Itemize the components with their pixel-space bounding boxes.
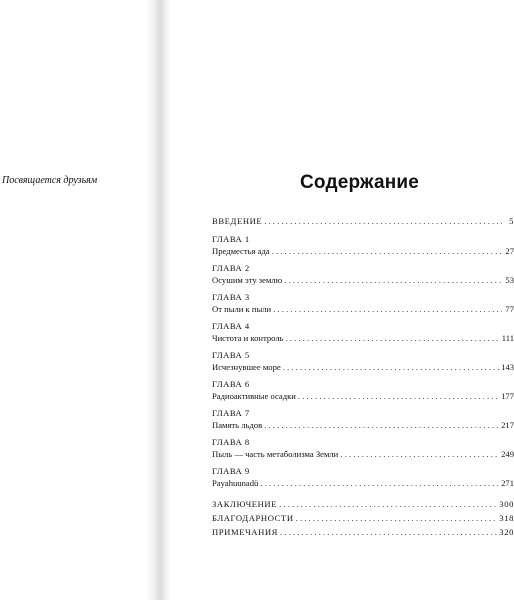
toc-entry [212, 392, 514, 406]
toc-entry-page: 320 [499, 527, 514, 537]
toc-entry-label: ВВЕДЕНИЕ [212, 216, 263, 226]
chapter-page: 111 [501, 333, 514, 343]
leader-dots [279, 500, 497, 509]
chapter-page: 143 [501, 362, 514, 372]
leader-dots [340, 450, 499, 459]
toc-entry-conclusion [212, 500, 514, 514]
toc-entry [212, 334, 514, 348]
chapter-number: ГЛАВА 6 [212, 379, 250, 389]
toc-chapter-4 [212, 322, 514, 348]
toc-entry-page: 300 [499, 499, 514, 509]
chapter-number: ГЛАВА 3 [212, 292, 250, 302]
chapter-title: Payahuunadü [212, 478, 259, 488]
book-gutter [146, 0, 172, 600]
toc-chapter-2 [212, 264, 514, 290]
leader-dots [284, 276, 502, 285]
chapter-number: ГЛАВА 7 [212, 408, 250, 418]
chapter-number: ГЛАВА 5 [212, 350, 250, 360]
chapter-number: ГЛАВА 8 [212, 437, 250, 447]
leader-dots [264, 217, 502, 226]
chapter-page: 249 [501, 449, 514, 459]
toc-entry [212, 363, 514, 377]
toc-chapter-8 [212, 438, 514, 464]
toc-entry-label: ЗАКЛЮЧЕНИЕ [212, 499, 278, 509]
chapter-title: От пыли к пыли [212, 304, 272, 314]
chapter-title: Радиоактивные осадки [212, 391, 296, 401]
chapter-number: ГЛАВА 4 [212, 321, 250, 331]
toc-entry-acknowledgements [212, 514, 514, 528]
toc-entry [212, 247, 514, 261]
leader-dots [298, 392, 499, 401]
toc-chapter-1 [212, 235, 514, 261]
toc-entry-page: 318 [499, 513, 514, 523]
toc-entry-label: ПРИМЕЧАНИЯ [212, 527, 279, 537]
chapter-page: 53 [505, 275, 514, 285]
chapter-title: Осушим эту землю [212, 275, 283, 285]
toc-chapter-3 [212, 293, 514, 319]
leader-dots [260, 479, 499, 488]
chapter-page: 217 [501, 420, 514, 430]
chapter-page: 177 [501, 391, 514, 401]
leader-dots [280, 528, 497, 537]
dedication-text: Посвящается друзьям [2, 175, 98, 186]
chapter-number: ГЛАВА 2 [212, 263, 250, 273]
chapter-title: Предместья ада [212, 246, 270, 256]
toc-entry-page: 5 [509, 216, 514, 226]
toc-title: Содержание [300, 172, 420, 193]
chapter-number: ГЛАВА 9 [212, 466, 250, 476]
chapter-number: ГЛАВА 1 [212, 234, 250, 244]
toc-entry [212, 421, 514, 435]
chapter-title: Чистота и контроль [212, 333, 284, 343]
toc-entry-notes [212, 528, 514, 542]
leader-dots [283, 363, 499, 372]
leader-dots [273, 305, 502, 314]
chapter-title: Память льдов [212, 420, 263, 430]
toc-chapter-6 [212, 380, 514, 406]
leader-dots [286, 334, 500, 343]
toc-chapter-5 [212, 351, 514, 377]
toc-chapter-7 [212, 409, 514, 435]
chapter-page: 27 [505, 246, 514, 256]
left-page [0, 0, 150, 600]
chapter-title: Пыль — часть метаболизма Земли [212, 449, 339, 459]
toc-chapter-9 [212, 467, 514, 493]
leader-dots [272, 247, 502, 256]
toc-entry [212, 305, 514, 319]
toc-entry [212, 450, 514, 464]
leader-dots [296, 514, 498, 523]
toc-entry-label: БЛАГОДАРНОСТИ [212, 513, 294, 523]
table-of-contents [212, 217, 514, 542]
toc-entry [212, 276, 514, 290]
toc-entry-intro [212, 217, 514, 231]
chapter-page: 77 [505, 304, 514, 314]
chapter-page: 271 [501, 478, 514, 488]
toc-entry [212, 479, 514, 493]
chapter-title: Исчезнувшее море [212, 362, 281, 372]
leader-dots [264, 421, 499, 430]
